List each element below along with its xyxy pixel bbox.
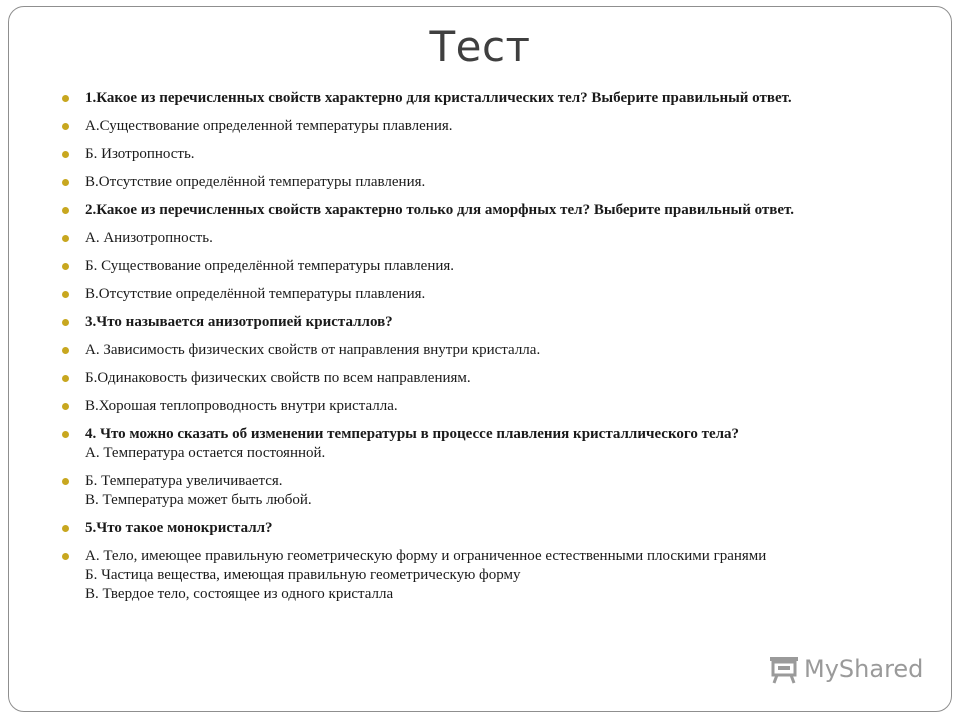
list-item-line: Б. Изотропность. [85,146,195,162]
list-item-line: 2.Какое из перечисленных свойств характерно только для аморфных тел? Выберите правильный ответ. [85,202,795,218]
slide-title: Тест [429,22,531,71]
bullet-icon [62,123,69,130]
list-item-line: А. Тело, имеющее правильную геометрическую форму и ограниченное естественными плоскими гранями [85,548,767,564]
list-item-line: Б. Частица вещества, имеющая правильную геометрическую форму [85,567,521,583]
bullet-icon [62,263,69,270]
list-item-line: Б.Одинаковость физических свойств по всем направлениям. [85,370,471,386]
list-item-line: В.Отсутствие определённой температуры плавления. [85,174,426,190]
list-item [62,519,862,538]
bullet-icon [62,291,69,298]
list-item-line: В. Температура может быть любой. [85,492,312,508]
bullet-icon [62,478,69,485]
list-item-line: 3.Что называется анизотропией кристаллов? [85,314,393,330]
list-item-line: В.Отсутствие определённой температуры плавления. [85,286,426,302]
list-item-line: А. Анизотропность. [85,230,213,246]
bullet-icon [62,151,69,158]
bullet-icon [62,375,69,382]
watermark-logo [768,654,923,684]
list-item [62,201,862,220]
list-item [62,173,862,192]
bullet-icon [62,95,69,102]
list-item [62,547,862,604]
list-item-line: 1.Какое из перечисленных свойств характерно для кристаллических тел? Выберите правильный ответ. [85,90,792,106]
list-item [62,89,862,108]
bullet-icon [62,319,69,326]
projector-screen-icon [768,654,800,684]
list-item-line: А. Температура остается постоянной. [85,445,326,461]
list-item [62,145,862,164]
list-item [62,425,862,463]
bullet-icon [62,525,69,532]
list-item [62,117,862,136]
bullet-icon [62,403,69,410]
list-item-line: В. Твердое тело, состоящее из одного кристалла [85,586,394,602]
list-item [62,472,862,510]
bullet-icon [62,347,69,354]
list-item-line: Б. Существование определённой температуры плавления. [85,258,455,274]
list-item-line: 5.Что такое монокристалл? [85,520,273,536]
bullet-icon [62,553,69,560]
question-list [62,89,862,613]
list-item-line: А. Зависимость физических свойств от направления внутри кристалла. [85,342,541,358]
list-item [62,285,862,304]
list-item [62,397,862,416]
list-item [62,341,862,360]
bullet-icon [62,235,69,242]
list-item [62,369,862,388]
bullet-icon [62,179,69,186]
list-item [62,313,862,332]
list-item-line: 4. Что можно сказать об изменении температуры в процессе плавления кристаллического тела? [85,426,740,442]
list-item-line: В.Хорошая теплопроводность внутри кристалла. [85,398,398,414]
watermark-text: MyShared [804,655,924,683]
bullet-icon [62,431,69,438]
bullet-icon [62,207,69,214]
list-item-line: А.Существование определенной температуры плавления. [85,118,453,134]
list-item [62,229,862,248]
list-item-line: Б. Температура увеличивается. [85,473,283,489]
list-item [62,257,862,276]
